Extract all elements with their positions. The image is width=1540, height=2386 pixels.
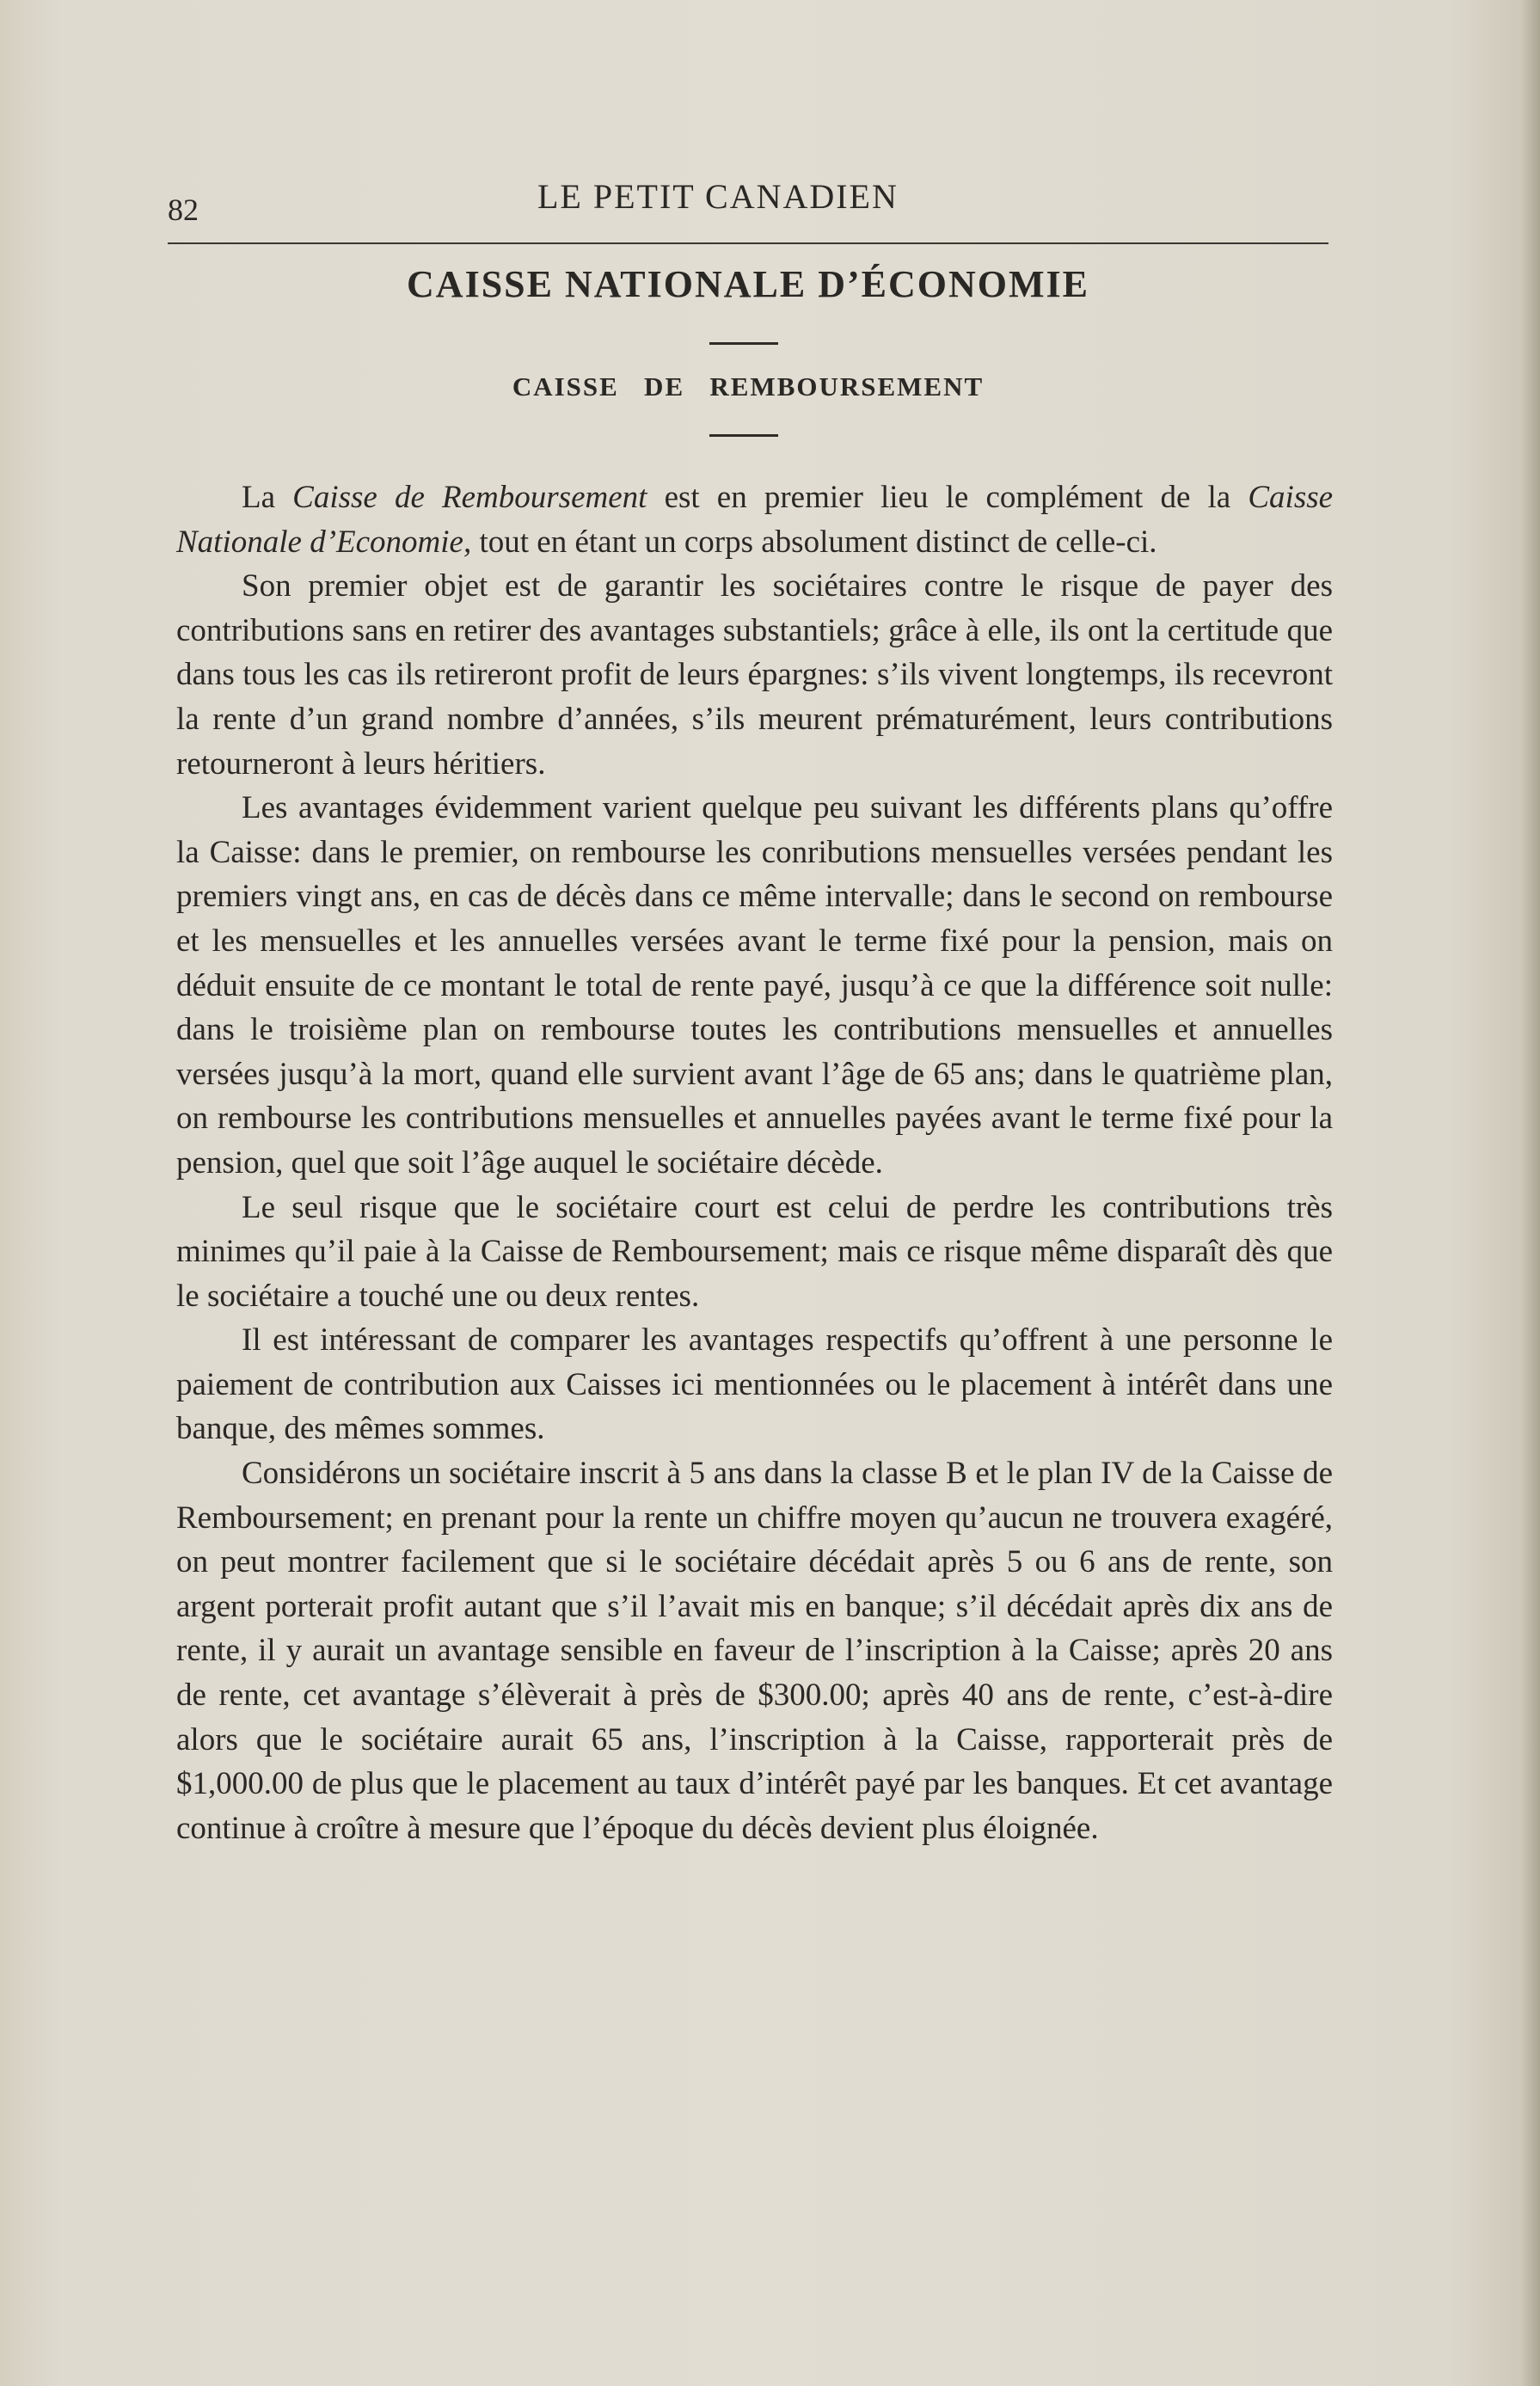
p1-italic-caisse-nationale: Caisse Nationale d’Economie,: [176, 480, 1334, 560]
paragraph-6: Considérons un sociétaire inscrit à 5 ans dans la classe B et le plan IV de la Caisse de Remboursement; en prenant pour la rente un chiffre moyen qu’aucun ne trouvera exagéré, on peut montrer facilement que si le sociétaire décédait après 5 ou 6 ans de rente, son argent porterait profit autant que s’il l’avait mis en banque; s’il décédait après dix ans de rente, il y aurait un avantage sensible en faveur de l’inscription à la Caisse; après 20 ans de rente, cet avantage s’élèverait à près de $300.00; après 40 ans de rente, c’est-à-dire alors que le sociétaire aurait 65 ans, l’inscription à la Caisse, rapporterait près de $1,000.00 de plus que le placement au taux d’intérêt payé par les banques. Et cet avantage continue à croître à mesure que l’époque du décès devient plus éloignée.: [176, 1456, 1333, 1846]
page-edge-shadow: [1521, 0, 1540, 2386]
title-rule: [709, 342, 778, 345]
article-subtitle: CAISSE DE REMBOURSEMENT: [512, 371, 985, 402]
subtitle-rule: [709, 434, 778, 437]
p1-lead: La: [242, 480, 276, 515]
paragraph-5: Il est intéressant de comparer les avantages respectifs qu’offrent à une personne le paiement de contribution aux Caisses ici mentionnées ou le placement à intérêt dans une banque, des mêmes sommes.: [176, 1322, 1333, 1447]
page-number: 82: [168, 193, 199, 227]
paragraph-4: Le seul risque que le sociétaire court est celui de perdre les contributions très minimes qu’il paie à la Caisse de Remboursement; mais ce risque même disparaît dès que le sociétaire a touché une ou deux rentes.: [176, 1189, 1333, 1314]
article-body: [176, 475, 1333, 1850]
paragraph-2: Son premier objet est de garantir les sociétaires contre le risque de payer des contributions sans en retirer des avantages substantiels; grâce à elle, ils ont la certitude que dans tous les cas ils retireront profit de leurs épargnes: s’ils vivent longtemps, ils recevront la rente d’un grand nombre d’années, s’ils meurent prématurément, leurs contributions retourneront à leurs héritiers.: [176, 568, 1333, 782]
paragraph-1: [176, 475, 1333, 564]
p1-italic-caisse-remboursement: Caisse de Remboursement: [292, 480, 647, 515]
header-rule: [168, 242, 1328, 244]
p1-middle: est en premier lieu le complément de la: [664, 480, 1231, 515]
p1-rest: tout en étant un corps absolument distinct de celle-ci.: [479, 524, 1157, 560]
paragraph-3: Les avantages évidemment varient quelque peu suivant les différents plans qu’offre la Caisse: dans le premier, on rembourse les conributions mensuelles versées pendant les premiers vingt ans, en cas de décès dans ce même intervalle; dans le second on rembourse et les mensuelles et les annuelles versées avant le terme fixé pour la pension, mais on déduit ensuite de ce montant le total de rente payé, jusqu’à ce que la différence soit nulle: dans le troisième plan on rembourse toutes les contributions mensuelles et annuelles versées jusqu’à la mort, quand elle survient avant l’âge de 65 ans; dans le quatrième plan, on rembourse les contributions mensuelles et annuelles payées avant le terme fixé pour la pension, quel que soit l’âge auquel le sociétaire décède.: [176, 790, 1333, 1181]
running-title: LE PETIT CANADIEN: [537, 177, 899, 216]
running-head: [168, 176, 1328, 228]
article-title: CAISSE NATIONALE D’ÉCONOMIE: [407, 263, 1089, 305]
